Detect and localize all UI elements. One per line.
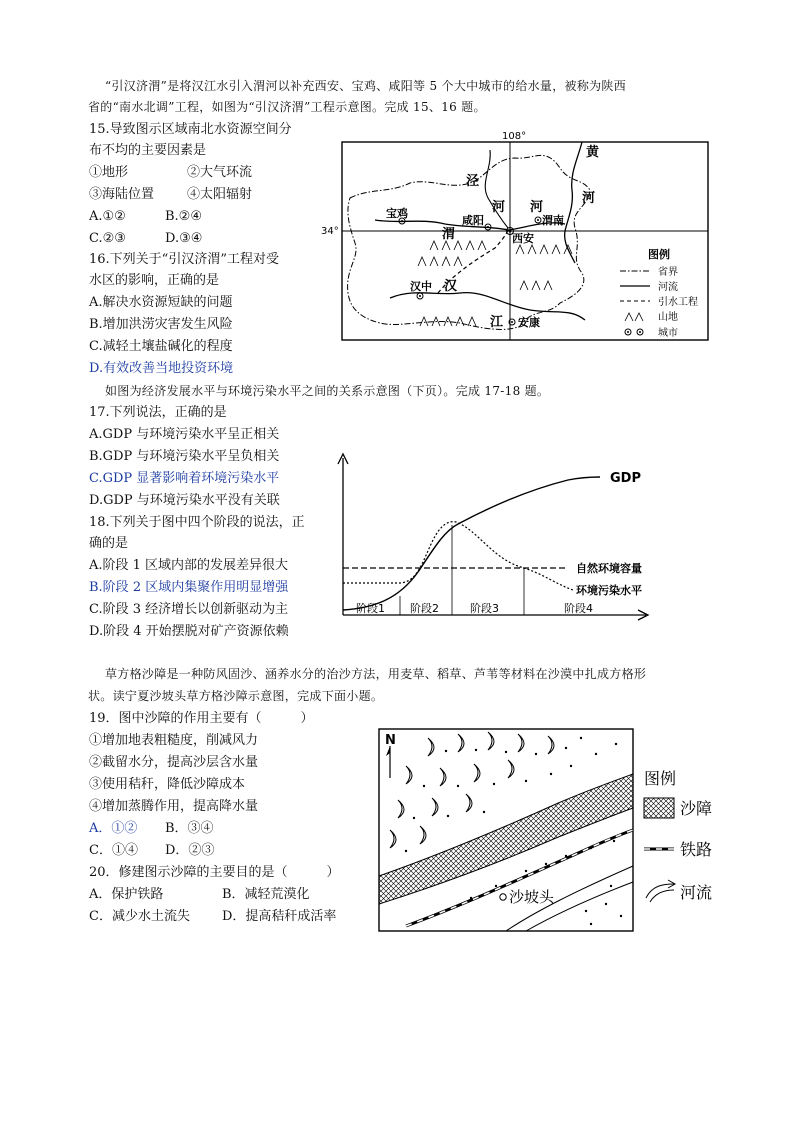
map3-legend xyxy=(644,769,712,902)
q19-option-c[interactable]: C．①④ xyxy=(89,843,138,858)
q18-option-b[interactable]: B.阶段 2 区域内集聚作用明显增强 xyxy=(89,580,289,595)
river-label-huang: 黄 xyxy=(586,145,600,160)
legend-sand-barrier: 沙障 xyxy=(680,799,713,818)
q16-option-b[interactable]: B.增加洪涝灾害发生风险 xyxy=(89,317,233,332)
q15-option-a[interactable]: A.①② xyxy=(89,209,126,224)
intro-text-1: “引汉济渭”是将汉江水引入渭河以补充西安、宝鸡、咸阳等 5 个大中城市的给水量，被称为陕西 xyxy=(105,79,627,93)
legend-diversion: 引水工程 xyxy=(658,297,698,308)
place-shapotou: 沙坡头 xyxy=(509,888,555,906)
q16-option-c[interactable]: C.减轻土壤盐碱化的程度 xyxy=(89,339,233,354)
q20-option-b[interactable]: B．减轻荒漠化 xyxy=(222,887,310,902)
river-label-jing: 泾 xyxy=(466,174,480,189)
gdp-pollution-diagram xyxy=(328,450,678,640)
q18-stem: 18.下列关于图中四个阶段的说法，正 xyxy=(89,515,305,530)
map1-legend xyxy=(620,247,698,339)
q19-statement-4: ④增加蒸腾作用，提高降水量 xyxy=(89,799,259,814)
intro-text-3: 如图为经济发展水平与环境污染水平之间的关系示意图（下页）。完成 17-18 题。 xyxy=(105,384,550,398)
river-label-wei: 渭 xyxy=(442,227,456,242)
gdp-curve-label: GDP xyxy=(610,471,641,486)
q17-option-b[interactable]: B.GDP 与环境污染水平呈负相关 xyxy=(89,449,280,464)
intro-text-4: 草方格沙障是一种防风固沙、涵养水分的治沙方法，用麦草、稻草、芦苇等材料在沙漠中扎成方格形 xyxy=(105,667,647,681)
legend-provincial-border: 省界 xyxy=(658,267,678,278)
legend-mountain: 山地 xyxy=(658,312,678,323)
q17-option-d[interactable]: D.GDP 与环境污染水平没有关联 xyxy=(89,493,280,508)
north-label: N xyxy=(385,733,396,748)
stage-2-label: 阶段2 xyxy=(410,602,439,615)
q15-statement-3: ③海陆位置 xyxy=(89,187,155,202)
q16-option-d[interactable]: D.有效改善当地投资环境 xyxy=(89,361,234,376)
intro-text-5: 状。读宁夏沙坡头草方格沙障示意图，完成下面小题。 xyxy=(88,689,384,703)
legend-river-3: 河流 xyxy=(680,883,713,902)
q16-stem-cont: 水区的影响，正确的是 xyxy=(89,273,220,288)
longitude-label: 108° xyxy=(502,131,527,142)
river-label-he3: 河 xyxy=(530,200,544,215)
q15-stem-cont: 布不均的主要因素是 xyxy=(89,143,207,158)
q19-statement-2: ②截留水分，提高沙层含水量 xyxy=(89,755,259,770)
q19-option-d[interactable]: D．②③ xyxy=(165,843,215,858)
q15-statement-1: ①地形 xyxy=(89,165,129,180)
shapotou-map xyxy=(376,726,726,934)
capacity-label: 自然环境容量 xyxy=(576,562,642,575)
city-xian: 西安 xyxy=(512,232,534,245)
latitude-label: 34° xyxy=(321,226,339,237)
q17-option-c[interactable]: C.GDP 显著影响着环境污染水平 xyxy=(89,471,280,486)
stage-3-label: 阶段3 xyxy=(470,602,499,615)
pollution-curve-label: 环境污染水平 xyxy=(576,584,642,597)
city-hanzhong: 汉中 xyxy=(410,280,432,293)
city-weinan: 渭南 xyxy=(542,214,564,227)
city-baoji: 宝鸡 xyxy=(386,207,408,220)
q19-stem: 19．图中沙障的作用主要有（ ） xyxy=(89,711,314,726)
q18-stem-cont: 确的是 xyxy=(89,536,129,551)
q20-stem: 20．修建图示沙障的主要目的是（ ） xyxy=(89,865,340,880)
q19-option-b[interactable]: B．③④ xyxy=(165,821,214,836)
city-ankang: 安康 xyxy=(518,316,540,329)
q16-option-a[interactable]: A.解决水资源短缺的问题 xyxy=(89,295,233,310)
q15-statement-2: ②大气环流 xyxy=(187,165,253,180)
q18-option-d[interactable]: D.阶段 4 开始摆脱对矿产资源依赖 xyxy=(89,624,289,639)
stage-1-label: 阶段1 xyxy=(356,602,385,615)
legend-city: 城市 xyxy=(658,328,678,339)
q20-option-c[interactable]: C．减少水土流失 xyxy=(89,909,190,924)
q18-option-c[interactable]: C.阶段 3 经济增长以创新驱动为主 xyxy=(89,602,289,617)
legend-title-3: 图例 xyxy=(644,769,677,788)
intro-text-2: 省的“南水北调”工程，如图为“引汉济渭”工程示意图。完成 15、16 题。 xyxy=(88,100,486,114)
q16-stem: 16.下列关于“引汉济渭”工程对受 xyxy=(89,252,279,267)
yinhanjiwei-map xyxy=(320,128,715,344)
legend-river: 河流 xyxy=(658,282,678,293)
q15-statement-4: ④太阳辐射 xyxy=(187,187,253,202)
q20-option-d[interactable]: D．提高秸秆成活率 xyxy=(222,909,337,924)
q15-option-c[interactable]: C.②③ xyxy=(89,231,126,246)
q17-option-a[interactable]: A.GDP 与环境污染水平呈正相关 xyxy=(89,427,280,442)
q20-option-a[interactable]: A．保护铁路 xyxy=(89,887,164,902)
q15-stem: 15.导致图示区域南北水资源空间分 xyxy=(89,122,292,137)
q19-statement-3: ③使用秸秆，降低沙障成本 xyxy=(89,777,246,792)
river-label-jiang: 江 xyxy=(490,315,504,330)
q19-statement-1: ①增加地表粗糙度，削减风力 xyxy=(89,733,259,748)
river-label-han: 汉 xyxy=(444,279,458,294)
legend-railway: 铁路 xyxy=(680,840,713,859)
q15-option-d[interactable]: D.③④ xyxy=(165,231,203,246)
q17-stem: 17.下列说法，正确的是 xyxy=(89,405,227,420)
q18-option-a[interactable]: A.阶段 1 区域内部的发展差异很大 xyxy=(89,558,289,573)
river-label-he2: 河 xyxy=(582,191,596,206)
legend-title: 图例 xyxy=(648,248,670,261)
river-label-he1: 河 xyxy=(492,200,506,215)
stage-4-label: 阶段4 xyxy=(564,602,593,615)
q15-option-b[interactable]: B.②④ xyxy=(165,209,202,224)
city-xianyang: 咸阳 xyxy=(462,214,484,227)
q19-option-a[interactable]: A．①② xyxy=(89,821,138,836)
